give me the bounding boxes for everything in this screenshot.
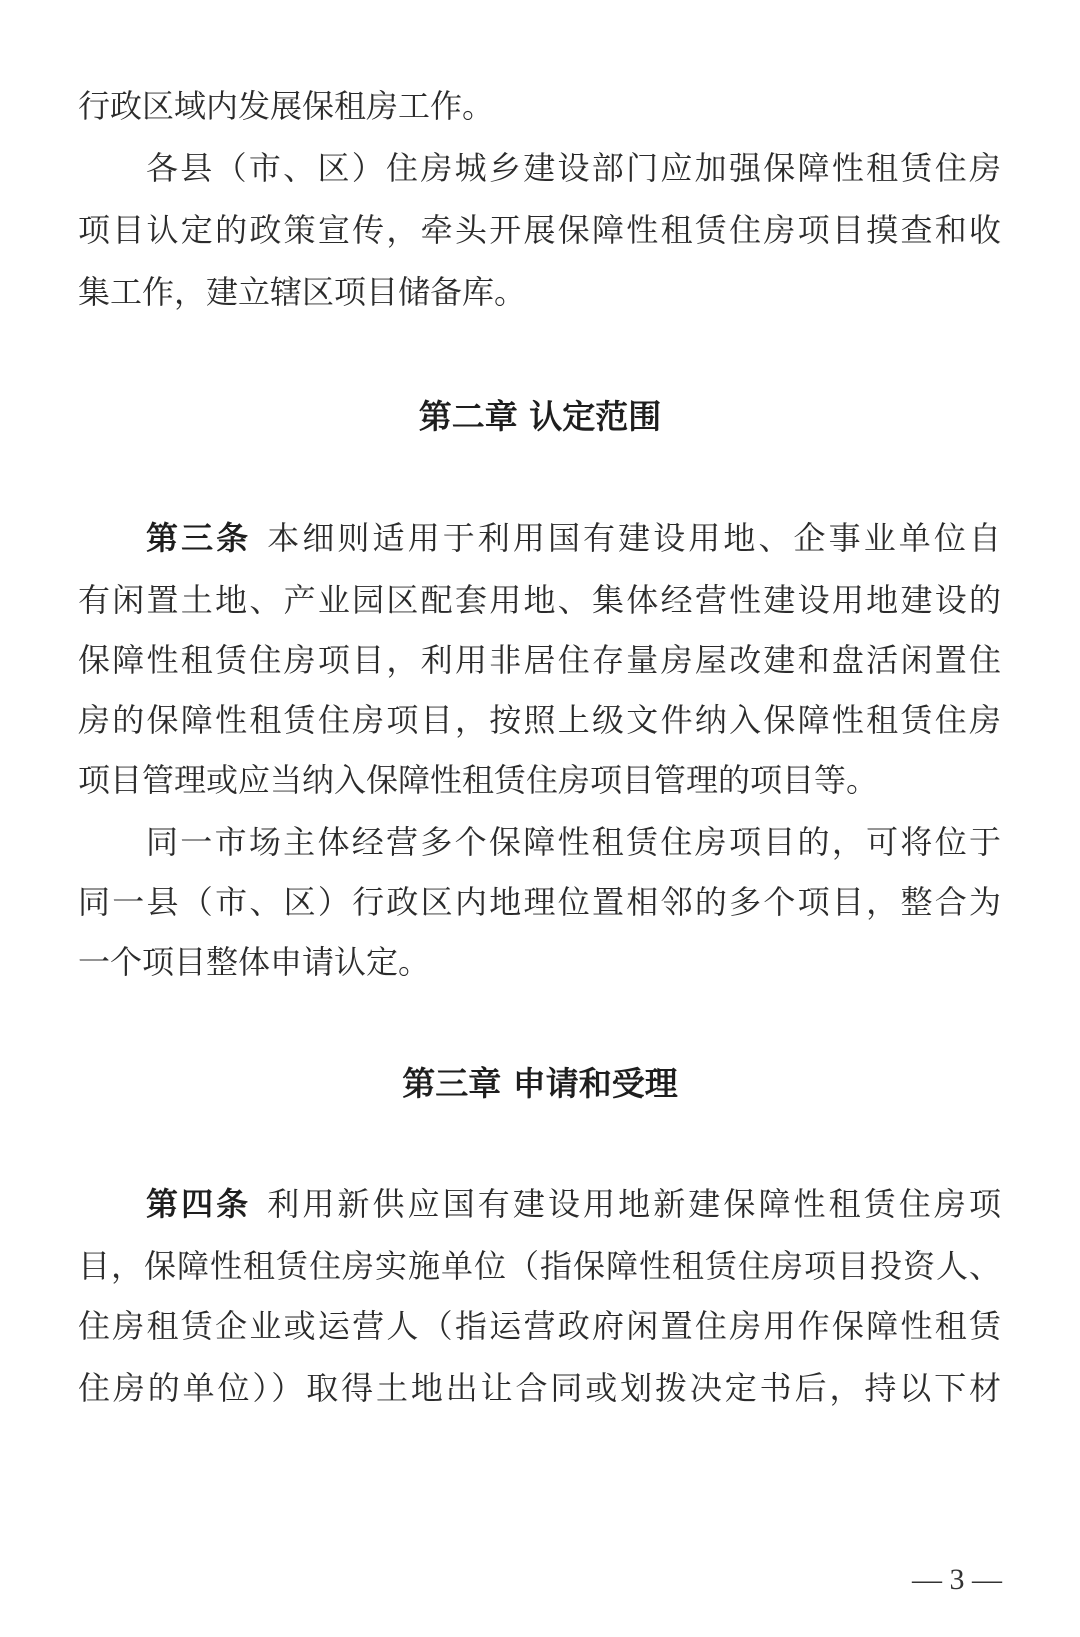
chapter-heading: 第二章 认定范围 [418,397,662,436]
paragraph-line: 同一市场主体经营多个保障性租赁住房项目的，可将位于 [146,823,1001,861]
paragraph-line: 一个项目整体申请认定。 [78,943,431,981]
paragraph-line: 房的保障性租赁住房项目，按照上级文件纳入保障性租赁住房 [78,701,1001,739]
paragraph-line: 住房的单位））取得土地出让合同或划拨决定书后，持以下材 [78,1369,1001,1407]
paragraph-line: 各县（市、区）住房城乡建设部门应加强保障性租赁住房 [146,149,1001,187]
paragraph-line: 集工作，建立辖区项目储备库。 [78,273,527,311]
paragraph-line: 保障性租赁住房项目，利用非居住存量房屋改建和盘活闲置住 [78,641,1001,679]
page-number: — 3 — [912,1563,1002,1596]
article-number: 第三条 [146,519,252,557]
paragraph-line: 行政区域内发展保租房工作。 [78,87,495,125]
paragraph-line: 项目管理或应当纳入保障性租赁住房项目管理的项目等。 [78,761,879,799]
paragraph-line: 目，保障性租赁住房实施单位（指保障性租赁住房项目投资人、 [78,1247,1001,1285]
article-text: 本细则适用于利用国有建设用地、企事业单位自 [267,519,1001,557]
article-first-line [146,1184,1001,1224]
paragraph-line: 住房租赁企业或运营人（指运营政府闲置住房用作保障性租赁 [78,1307,1001,1345]
article-text: 利用新供应国有建设用地新建保障性租赁住房项 [267,1185,1001,1223]
chapter-heading: 第三章 申请和受理 [402,1064,678,1103]
article-first-line [146,518,1001,558]
article-number: 第四条 [146,1185,252,1223]
paragraph-line: 有闲置土地、产业园区配套用地、集体经营性建设用地建设的 [78,581,1001,619]
paragraph-line: 同一县（市、区）行政区内地理位置相邻的多个项目，整合为 [78,883,1001,921]
paragraph-line: 项目认定的政策宣传，牵头开展保障性租赁住房项目摸查和收 [78,211,1001,249]
